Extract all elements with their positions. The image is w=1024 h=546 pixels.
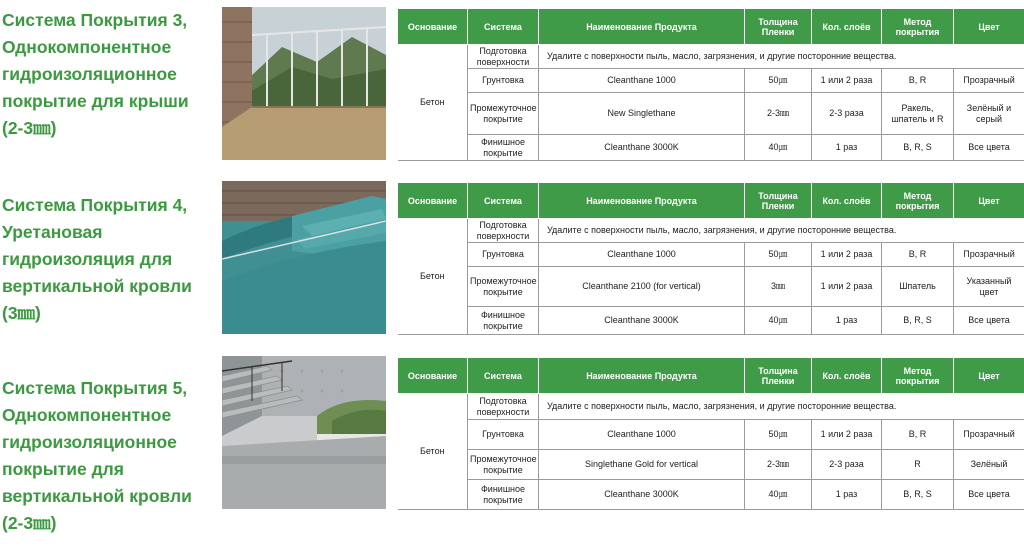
system-cell: Подготовка поверхности [468, 394, 539, 420]
header-system: Система [468, 183, 539, 219]
thickness-cell: 40㎛ [745, 135, 812, 161]
spec-table [397, 357, 1024, 510]
header-product: Наименование Продукта [539, 358, 745, 394]
header-base: Основание [398, 9, 468, 45]
header-method: Метод покрытия [882, 358, 954, 394]
thickness-cell: 3㎜ [745, 267, 812, 307]
product-cell: Cleanthane 1000 [539, 420, 745, 450]
layers-cell: 2-3 раза [812, 93, 882, 135]
thickness-cell: 40㎛ [745, 307, 812, 335]
layers-cell: 1 раз [812, 135, 882, 161]
header-base: Основание [398, 358, 468, 394]
note-cell: Удалите с поверхности пыль, масло, загрязнения, и другие посторонние вещества. [539, 219, 1024, 243]
title-line: Система Покрытия 4, [2, 195, 188, 215]
product-cell: Singlethane Gold for vertical [539, 450, 745, 480]
table-row [398, 480, 1024, 510]
title-line: покрытие для крыши [2, 91, 189, 111]
title-line: вертикальной кровли [2, 486, 192, 506]
title-line: Система Покрытия 5, [2, 378, 188, 398]
header-system: Система [468, 9, 539, 45]
product-cell: Cleanthane 2100 (for vertical) [539, 267, 745, 307]
thickness-cell: 50㎛ [745, 420, 812, 450]
system-cell: Грунтовка [468, 69, 539, 93]
product-cell: Cleanthane 1000 [539, 69, 745, 93]
method-cell: B, R [882, 69, 954, 93]
layers-cell: 2-3 раза [812, 450, 882, 480]
stairs-terrace-photo [222, 356, 386, 509]
layers-cell: 1 раз [812, 307, 882, 335]
header-product: Наименование Продукта [539, 183, 745, 219]
header-system: Система [468, 358, 539, 394]
title-line: гидроизоляция для [2, 249, 173, 269]
system-cell: Подготовка поверхности [468, 219, 539, 243]
system-cell: Грунтовка [468, 243, 539, 267]
title-line: Система Покрытия 3, [2, 10, 188, 30]
note-cell: Удалите с поверхности пыль, масло, загрязнения, и другие посторонние вещества. [539, 394, 1024, 420]
layers-cell: 1 раз [812, 480, 882, 510]
header-product: Наименование Продукта [539, 9, 745, 45]
thickness-cell: 50㎛ [745, 243, 812, 267]
header-color: Цвет [954, 183, 1024, 219]
title-line: Уретановая [2, 222, 103, 242]
thickness-cell: 2-3㎜ [745, 93, 812, 135]
method-cell: B, R, S [882, 307, 954, 335]
color-cell: Прозрачный [954, 243, 1024, 267]
method-cell: Шпатель [882, 267, 954, 307]
header-thickness: Толщина Пленки [745, 358, 812, 394]
table-row [398, 420, 1024, 450]
system-cell: Подготовка поверхности [468, 45, 539, 69]
table-row [398, 394, 1024, 420]
system-cell: Финишное покрытие [468, 307, 539, 335]
title-line: вертикальной кровли [2, 276, 192, 296]
header-method: Метод покрытия [882, 9, 954, 45]
header-layers: Кол. слоёв [812, 183, 882, 219]
base-cell: Бетон [398, 219, 468, 335]
method-cell: B, R [882, 243, 954, 267]
color-cell: Прозрачный [954, 69, 1024, 93]
color-cell: Зелёный и серый [954, 93, 1024, 135]
product-cell: Cleanthane 3000K [539, 307, 745, 335]
product-cell: New Singlethane [539, 93, 745, 135]
product-cell: Cleanthane 1000 [539, 243, 745, 267]
system-cell: Промежуточное покрытие [468, 93, 539, 135]
base-cell: Бетон [398, 394, 468, 510]
layers-cell: 1 или 2 раза [812, 420, 882, 450]
method-cell: B, R [882, 420, 954, 450]
note-cell: Удалите с поверхности пыль, масло, загрязнения, и другие посторонние вещества. [539, 45, 1024, 69]
header-layers: Кол. слоёв [812, 9, 882, 45]
header-layers: Кол. слоёв [812, 358, 882, 394]
layers-cell: 1 или 2 раза [812, 267, 882, 307]
system-cell: Грунтовка [468, 420, 539, 450]
header-base: Основание [398, 183, 468, 219]
system-title [2, 375, 220, 537]
layers-cell: 1 или 2 раза [812, 243, 882, 267]
header-row [398, 358, 1024, 394]
layers-cell: 1 или 2 раза [812, 69, 882, 93]
thickness-cell: 50㎛ [745, 69, 812, 93]
method-cell: R [882, 450, 954, 480]
color-cell: Указанный цвет [954, 267, 1024, 307]
method-cell: Ракель, шпатель и R [882, 93, 954, 135]
product-cell: Cleanthane 3000K [539, 480, 745, 510]
system-cell: Финишное покрытие [468, 135, 539, 161]
thickness-cell: 2-3㎜ [745, 450, 812, 480]
title-line: (3㎜) [2, 303, 41, 323]
title-line: (2-3㎜) [2, 118, 57, 138]
header-method: Метод покрытия [882, 183, 954, 219]
color-cell: Все цвета [954, 480, 1024, 510]
thickness-cell: 40㎛ [745, 480, 812, 510]
title-line: (2-3㎜) [2, 513, 57, 533]
system-cell: Финишное покрытие [468, 480, 539, 510]
title-line: гидроизоляционное [2, 64, 177, 84]
header-color: Цвет [954, 9, 1024, 45]
product-cell: Cleanthane 3000K [539, 135, 745, 161]
color-cell: Прозрачный [954, 420, 1024, 450]
header-color: Цвет [954, 358, 1024, 394]
base-cell: Бетон [398, 45, 468, 161]
header-thickness: Толщина Пленки [745, 9, 812, 45]
title-line: гидроизоляционное [2, 432, 177, 452]
color-cell: Все цвета [954, 135, 1024, 161]
table-row [398, 450, 1024, 480]
color-cell: Все цвета [954, 307, 1024, 335]
color-cell: Зелёный [954, 450, 1024, 480]
title-line: покрытие для [2, 459, 125, 479]
method-cell: B, R, S [882, 480, 954, 510]
header-thickness: Толщина Пленки [745, 183, 812, 219]
system-cell: Промежуточное покрытие [468, 450, 539, 480]
method-cell: B, R, S [882, 135, 954, 161]
system-cell: Промежуточное покрытие [468, 267, 539, 307]
title-line: Однокомпонентное [2, 405, 172, 425]
title-line: Однокомпонентное [2, 37, 172, 57]
